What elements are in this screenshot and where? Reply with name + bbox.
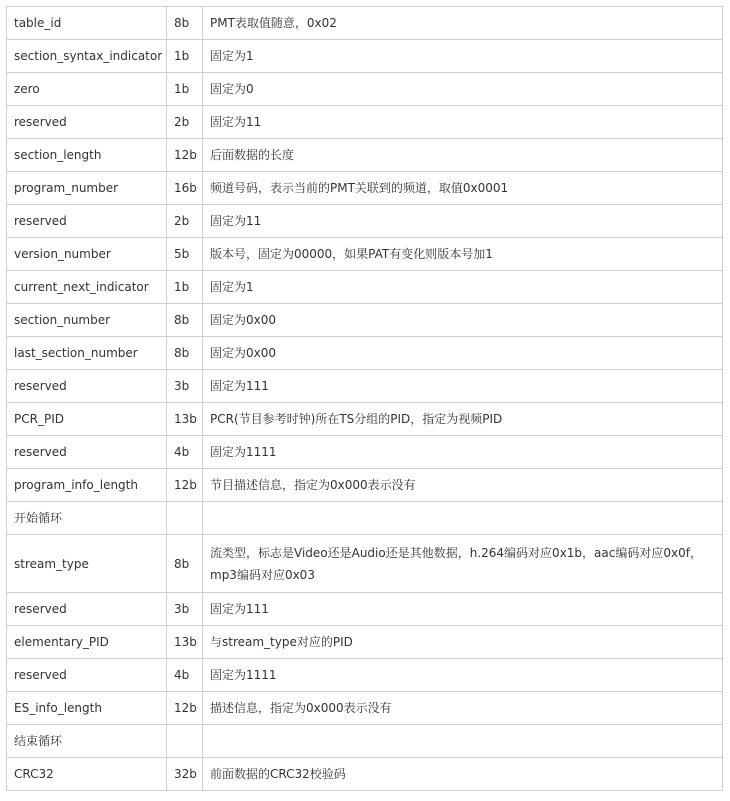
- field-name-cell: version_number: [7, 238, 167, 271]
- table-row: [7, 535, 723, 593]
- field-desc-cell: 固定为1111: [203, 659, 723, 692]
- field-desc-cell: 固定为11: [203, 106, 723, 139]
- loop-end-row: [7, 725, 723, 758]
- field-name-cell: reserved: [7, 106, 167, 139]
- field-name-cell: program_number: [7, 172, 167, 205]
- table-row: [7, 7, 723, 40]
- field-bits-cell: 3b: [167, 370, 203, 403]
- field-name-cell: PCR_PID: [7, 403, 167, 436]
- table-row: [7, 205, 723, 238]
- table-row: [7, 370, 723, 403]
- field-name-cell: elementary_PID: [7, 626, 167, 659]
- field-desc-cell: 描述信息，指定为0x000表示没有: [203, 692, 723, 725]
- field-desc-cell: 与stream_type对应的PID: [203, 626, 723, 659]
- field-bits-cell: 4b: [167, 436, 203, 469]
- table-row: [7, 758, 723, 791]
- field-desc-cell: 固定为1111: [203, 436, 723, 469]
- field-name-cell: current_next_indicator: [7, 271, 167, 304]
- field-name-cell: zero: [7, 73, 167, 106]
- field-name-cell: section_number: [7, 304, 167, 337]
- field-bits-cell: 2b: [167, 106, 203, 139]
- field-desc-cell: 固定为111: [203, 370, 723, 403]
- table-row: [7, 271, 723, 304]
- field-bits-cell: 1b: [167, 73, 203, 106]
- field-desc-cell: 固定为11: [203, 205, 723, 238]
- field-bits-cell: 12b: [167, 139, 203, 172]
- field-name-cell: reserved: [7, 659, 167, 692]
- table-row: [7, 238, 723, 271]
- field-bits-cell: 2b: [167, 205, 203, 238]
- table-row: [7, 73, 723, 106]
- field-desc-cell: 固定为0: [203, 73, 723, 106]
- field-desc-cell: 固定为1: [203, 40, 723, 73]
- field-desc-cell: 流类型，标志是Video还是Audio还是其他数据，h.264编码对应0x1b，aac编码对应0x0f，mp3编码对应0x03: [203, 535, 723, 593]
- field-name-cell: reserved: [7, 370, 167, 403]
- table-row: [7, 692, 723, 725]
- field-bits-cell: 32b: [167, 758, 203, 791]
- field-name-cell: reserved: [7, 593, 167, 626]
- field-desc-cell: 后面数据的长度: [203, 139, 723, 172]
- field-bits-cell: [167, 725, 203, 758]
- field-bits-cell: 13b: [167, 626, 203, 659]
- field-desc-cell: 前面数据的CRC32校验码: [203, 758, 723, 791]
- field-name-cell: table_id: [7, 7, 167, 40]
- field-desc-cell: [203, 725, 723, 758]
- field-name-cell: ES_info_length: [7, 692, 167, 725]
- field-bits-cell: 8b: [167, 7, 203, 40]
- field-desc-cell: PMT表取值随意，0x02: [203, 7, 723, 40]
- table-row: [7, 172, 723, 205]
- table-row: [7, 436, 723, 469]
- table-row: [7, 304, 723, 337]
- field-bits-cell: [167, 502, 203, 535]
- field-name-cell: section_syntax_indicator: [7, 40, 167, 73]
- field-desc-cell: 固定为111: [203, 593, 723, 626]
- field-bits-cell: 8b: [167, 337, 203, 370]
- field-name-cell: reserved: [7, 436, 167, 469]
- field-desc-cell: 固定为0x00: [203, 337, 723, 370]
- field-name-cell: stream_type: [7, 535, 167, 593]
- field-name-cell: last_section_number: [7, 337, 167, 370]
- table-row: [7, 139, 723, 172]
- table-row: [7, 40, 723, 73]
- loop-start-label: 开始循环: [7, 502, 167, 535]
- table-row: [7, 403, 723, 436]
- field-desc-cell: PCR(节目参考时钟)所在TS分组的PID，指定为视频PID: [203, 403, 723, 436]
- field-bits-cell: 16b: [167, 172, 203, 205]
- field-bits-cell: 12b: [167, 692, 203, 725]
- field-bits-cell: 8b: [167, 304, 203, 337]
- field-bits-cell: 8b: [167, 535, 203, 593]
- field-bits-cell: 12b: [167, 469, 203, 502]
- field-bits-cell: 3b: [167, 593, 203, 626]
- field-name-cell: CRC32: [7, 758, 167, 791]
- field-desc-cell: [203, 502, 723, 535]
- table-row: [7, 659, 723, 692]
- loop-end-label: 结束循环: [7, 725, 167, 758]
- field-name-cell: section_length: [7, 139, 167, 172]
- table-row: [7, 593, 723, 626]
- field-desc-cell: 频道号码，表示当前的PMT关联到的频道，取值0x0001: [203, 172, 723, 205]
- field-desc-cell: 版本号，固定为00000，如果PAT有变化则版本号加1: [203, 238, 723, 271]
- pmt-field-table: [6, 6, 723, 791]
- table-row: [7, 106, 723, 139]
- field-desc-cell: 固定为1: [203, 271, 723, 304]
- field-bits-cell: 1b: [167, 40, 203, 73]
- field-bits-cell: 1b: [167, 271, 203, 304]
- table-row: [7, 469, 723, 502]
- field-name-cell: program_info_length: [7, 469, 167, 502]
- field-name-cell: reserved: [7, 205, 167, 238]
- pmt-field-table-body: [7, 7, 723, 791]
- field-desc-cell: 节目描述信息，指定为0x000表示没有: [203, 469, 723, 502]
- field-desc-cell: 固定为0x00: [203, 304, 723, 337]
- table-row: [7, 626, 723, 659]
- loop-start-row: [7, 502, 723, 535]
- table-row: [7, 337, 723, 370]
- field-bits-cell: 4b: [167, 659, 203, 692]
- field-bits-cell: 13b: [167, 403, 203, 436]
- field-bits-cell: 5b: [167, 238, 203, 271]
